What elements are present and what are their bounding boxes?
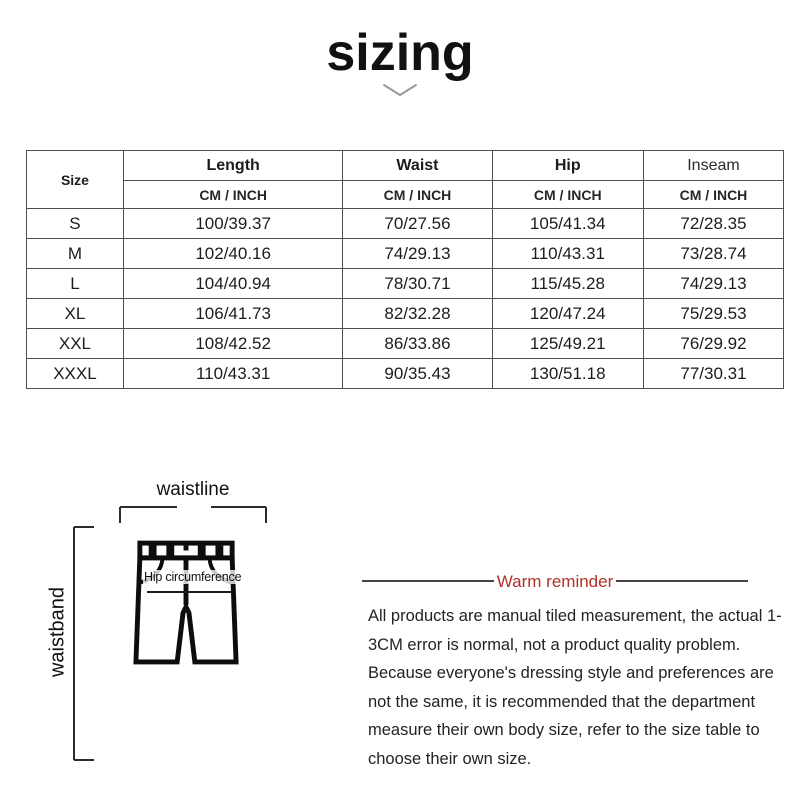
reminder-right-line <box>616 580 748 582</box>
hip-cell: 110/43.31 <box>492 239 643 269</box>
size-cell: S <box>27 209 124 239</box>
waist-cell: 74/29.13 <box>343 239 492 269</box>
size-table-section <box>26 150 784 389</box>
length-cell: 110/43.31 <box>123 359 343 389</box>
inseam-cell: 75/29.53 <box>643 299 783 329</box>
table-row <box>27 269 784 299</box>
hip-cell: 120/47.24 <box>492 299 643 329</box>
waist-cell: 70/27.56 <box>343 209 492 239</box>
title-section <box>0 26 800 98</box>
size-table <box>26 150 784 389</box>
waistband-bracket <box>73 526 95 762</box>
page-title: sizing <box>326 24 474 82</box>
hip-circumference-label: Hip circumference <box>144 570 242 584</box>
length-cell: 108/42.52 <box>123 329 343 359</box>
waist-cell: 78/30.71 <box>343 269 492 299</box>
size-cell: XXXL <box>27 359 124 389</box>
size-cell: XXL <box>27 329 124 359</box>
length-cell: 106/41.73 <box>123 299 343 329</box>
shorts-icon <box>132 538 240 668</box>
waist-cell: 90/35.43 <box>343 359 492 389</box>
waistline-bracket <box>119 506 267 524</box>
waist-cell: 82/32.28 <box>343 299 492 329</box>
table-row <box>27 239 784 269</box>
hip-measure-line <box>147 591 231 593</box>
table-row <box>27 209 784 239</box>
warm-reminder-title: Warm reminder <box>496 571 614 591</box>
unit-label-hip: CM / INCH <box>492 181 643 209</box>
table-row <box>27 359 784 389</box>
col-header-hip: Hip <box>492 151 643 181</box>
hip-cell: 125/49.21 <box>492 329 643 359</box>
hip-cell: 130/51.18 <box>492 359 643 389</box>
warm-reminder-header <box>362 571 748 591</box>
size-cell: XL <box>27 299 124 329</box>
hip-cell: 115/45.28 <box>492 269 643 299</box>
table-header-row <box>27 151 784 181</box>
length-cell: 102/40.16 <box>123 239 343 269</box>
inseam-cell: 74/29.13 <box>643 269 783 299</box>
length-cell: 104/40.94 <box>123 269 343 299</box>
inseam-cell: 72/28.35 <box>643 209 783 239</box>
inseam-cell: 77/30.31 <box>643 359 783 389</box>
unit-label-length: CM / INCH <box>123 181 343 209</box>
waistband-label: waistband <box>46 586 69 678</box>
inseam-cell: 76/29.92 <box>643 329 783 359</box>
col-header-length: Length <box>123 151 343 181</box>
col-header-size: Size <box>27 151 124 209</box>
length-cell: 100/39.37 <box>123 209 343 239</box>
table-unit-row <box>27 181 784 209</box>
hip-cell: 105/41.34 <box>492 209 643 239</box>
chevron-down-icon <box>380 83 420 98</box>
waistline-label: waistline <box>156 479 230 500</box>
reminder-left-line <box>362 580 494 582</box>
reminder-text: All products are manual tiled measurement, the actual 1-3CM error is normal, not a product quality problem. Because everyone's dressing style and preferences are not the same, it is recommended that the department measure their own body size, refer to the size table to choose their own size. <box>368 607 782 768</box>
col-header-inseam: Inseam <box>643 151 783 181</box>
inseam-cell: 73/28.74 <box>643 239 783 269</box>
table-row <box>27 299 784 329</box>
waist-cell: 86/33.86 <box>343 329 492 359</box>
size-cell: M <box>27 239 124 269</box>
table-row <box>27 329 784 359</box>
unit-label-waist: CM / INCH <box>343 181 492 209</box>
col-header-waist: Waist <box>343 151 492 181</box>
unit-label-inseam: CM / INCH <box>643 181 783 209</box>
size-cell: L <box>27 269 124 299</box>
